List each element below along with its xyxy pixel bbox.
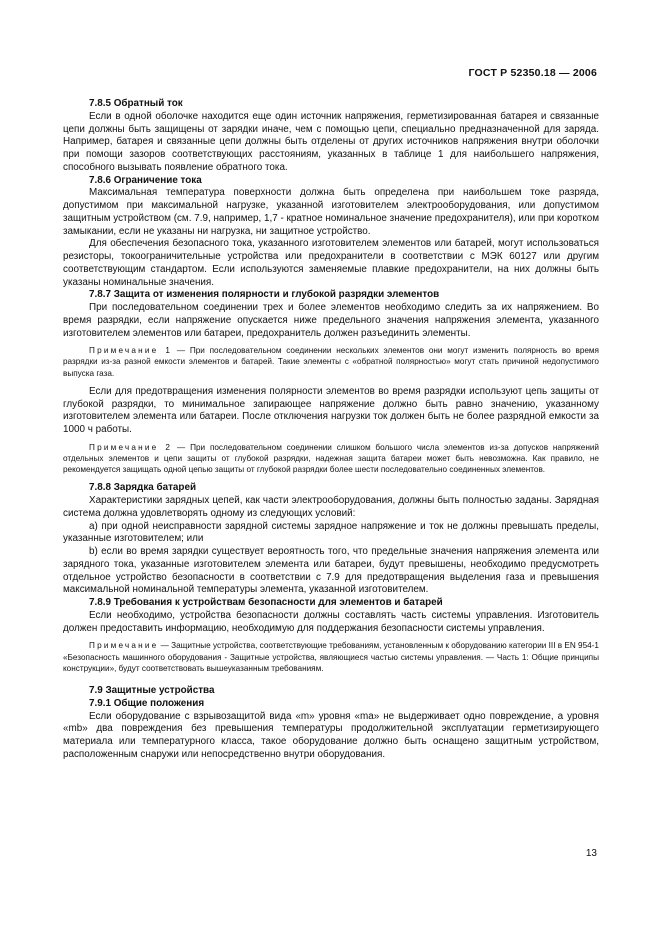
paragraph: Характеристики зарядных цепей, как части электрооборудования, должны быть полностью заданы. Зарядная система должна удовлетворять одному из следующих условий: — [63, 495, 599, 519]
note — [63, 640, 599, 674]
note-2 — [63, 442, 599, 476]
note-text: — При последовательном соединении нескольких элементов они могут изменить полярность во время разрядки из-за разной емкости элементов и батарей. Такие элементы с «обратной полярностью» могут стать причиной недопустимого выпуска газа. — [63, 346, 599, 378]
note-label: Примечание 1 — [89, 346, 173, 356]
section-title-7-8-7: 7.8.7 Защита от изменения полярности и глубокой разрядки элементов — [89, 289, 440, 301]
paragraph: Максимальная температура поверхности должна быть определена при наибольшем токе разряда, допустимом при максимальной нагрузке, указанной изготовителем электрооборудования, или допустимом защитным устройством (см. 7.9, например, 1,7 - кратное номинальное значение предохранителя), или при коротком замыкании, если не указаны ни нагрузка, ни защитное устройство. — [63, 187, 599, 237]
page-body — [63, 98, 599, 762]
section-title-7-8-5: 7.8.5 Обратный ток — [89, 98, 183, 109]
note-label: Примечание 2 — [89, 442, 173, 452]
list-item-a: а) при одной неисправности зарядной системы зарядное напряжение и ток не должны превышать пределы, указанные изготовителем; или — [63, 520, 599, 545]
paragraph: Если оборудование с взрывозащитой вида «m» уровня «ma» не выдерживает одно повреждение, а уровня «mb» два повреждения без превышения температуры продолжительной эксплуатации герметизирующего материала или температурного класса, такое оборудование должно быть оснащено защитным устройством, расположенным снаружи или непосредственно внутри оборудования. — [63, 710, 599, 760]
paragraph: Если необходимо, устройства безопасности должны составлять часть системы управления. Изготовитель должен предоставить информацию, необходимую для поддержания безопасности системы управления. — [63, 609, 599, 634]
paragraph: При последовательном соединении трех и более элементов необходимо следить за их напряжением. Во время разрядки, если напряжение опускается ниже предельного значения напряжения элемента, указанного изготовителем элементов или батареи, предохранитель должен разъединить элементы. — [63, 302, 599, 339]
section-title-7-9: 7.9 Защитные устройства — [89, 685, 215, 697]
note-text: — При последовательном соединении слишком большого числа элементов из-за допусков напряжений отдельных элементов и цепи защиты от глубокой разрядки, надежная защита батареи может быть невозможна. Как правило, не рекомендуется защищать одной цепью защиты от глубокой разрядки более шести последовательно соединенных элементов. — [63, 442, 599, 475]
section-title-7-8-8: 7.8.8 Зарядка батарей — [89, 482, 197, 494]
paragraph: Если для предотвращения изменения полярности элементов во время разрядки используют цепь защиты от глубокой разрядки, то минимальное запирающее напряжение должно быть равно значению, указанному изготовителем элемента или батареи. После отключения нагрузки ток должен быть не более разрядной емкости за 1000 ч работы. — [63, 385, 599, 436]
section-title-7-8-6: 7.8.6 Ограничение тока — [89, 174, 202, 186]
note-1 — [63, 345, 599, 379]
list-item-b: b) если во время зарядки существует вероятность того, что предельные значения напряжения элемента или зарядного тока, указанные изготовителем элемента или батареи, будут превышены, необходимо предусмотреть отдельное устройство безопасности в соответствии с 7.9 для предотвращения выделения газа и превышения максимальной номинальной температуры элемента, указанной изготовителем. — [63, 546, 599, 596]
document-id-header: ГОСТ Р 52350.18 — 2006 — [468, 67, 597, 79]
note-text: — Защитные устройства, соответствующие требованиям, установленным к оборудованию категории III в EN 954-1 «Безопасность машинного оборудования - Защитные устройства, являющиеся частью системы управления. — Часть 1: Общие принципы конструкции», будут соответствовать вышеуказанным требованиям. — [63, 641, 599, 673]
page-number: 13 — [585, 848, 597, 859]
note-label: Примечание — [89, 641, 159, 651]
paragraph: Для обеспечения безопасного тока, указанного изготовителем элементов или батарей, могут использоваться резисторы, токоограничительные устройства или предохранители в соответствии с МЭК 60127 или другим соответствующим стандартом. Если используются заменяемые плавкие предохранители, на них должны быть указаны номинальные значения. — [63, 238, 599, 288]
section-title-7-8-9: 7.8.9 Требования к устройствам безопасности для элементов и батарей — [89, 597, 443, 609]
paragraph: Если в одной оболочке находится еще один источник напряжения, герметизированная батарея и связанные цепи должны быть защищены от зарядки иначе, чем с помощью цепи, специально предназначенной для заряда. Например, батарея и связанные цепи должны быть отделены от других источников напряжения внутри оболочки при помощи зазоров соответствующих расстояниям, указанных в таблице 1 для наибольшего напряжения, способного вызывать появление обратного тока. — [63, 110, 599, 173]
section-title-7-9-1: 7.9.1 Общие положения — [89, 697, 205, 709]
